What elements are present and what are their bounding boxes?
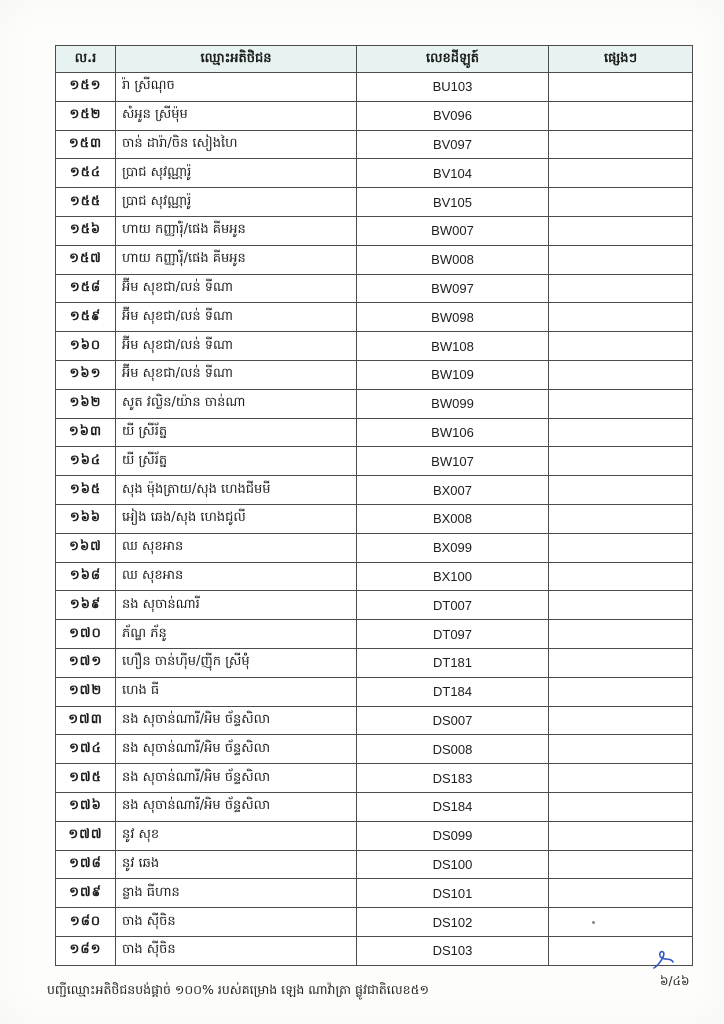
row-number-cell: ១៧៣: [56, 706, 116, 735]
customer-name-cell: ប្រាជ សុវណ្ណារ៉ូ: [116, 159, 357, 188]
remark-cell: [549, 188, 693, 217]
remark-cell: [549, 130, 693, 159]
customer-name-cell: រ៉ា ស្រីណុច: [116, 73, 357, 102]
customer-name-cell: ឈ សុខអាន: [116, 562, 357, 591]
remark-cell: [549, 648, 693, 677]
customer-name-cell: ចាង ស៊ីចិន: [116, 936, 357, 965]
customer-name-cell: សុង ម៉ុងត្រាយ/សុង ហេងជីមមី: [116, 476, 357, 505]
column-header-remarks: ផ្សេងៗ: [549, 46, 693, 73]
row-number-cell: ១៧៤: [56, 735, 116, 764]
lot-number-cell: BV104: [357, 159, 549, 188]
table-row: [56, 620, 693, 649]
row-number-cell: ១៨០: [56, 908, 116, 937]
table-row: [56, 735, 693, 764]
customer-name-cell: ហឿន ចាន់ហ៊ីម/ញ៉ីក ស្រីម៉ុំ: [116, 648, 357, 677]
customer-name-cell: ហាយ កញ្ញារ៉ុំ/ផេង គីមអូន: [116, 245, 357, 274]
row-number-cell: ១៦៥: [56, 476, 116, 505]
row-number-cell: ១៦១: [56, 360, 116, 389]
table-row: [56, 245, 693, 274]
row-number-cell: ១៧៨: [56, 850, 116, 879]
row-number-cell: ១៧៦: [56, 792, 116, 821]
lot-number-cell: DS007: [357, 706, 549, 735]
lot-number-cell: BW107: [357, 447, 549, 476]
remark-cell: [549, 706, 693, 735]
customer-name-cell: នង សុចាន់ណារី: [116, 591, 357, 620]
table-row: [56, 591, 693, 620]
remark-cell: [549, 504, 693, 533]
row-number-cell: ១៥៦: [56, 216, 116, 245]
table-row: [56, 332, 693, 361]
customer-name-cell: នង សុចាន់ណារី/អិម ច័ន្ទសិលា: [116, 764, 357, 793]
lot-number-cell: BW097: [357, 274, 549, 303]
table-row: [56, 188, 693, 217]
customer-name-cell: អៀង ឆេង/សុង ហេងជូលី: [116, 504, 357, 533]
row-number-cell: ១៦៧: [56, 533, 116, 562]
page-number: ៦/៤៦: [660, 974, 690, 988]
customer-name-cell: ចាន់ ដារ៉ា/ចិន សៀងហៃ: [116, 130, 357, 159]
table-row: [56, 447, 693, 476]
customer-name-cell: នង សុចាន់ណារី/អិម ច័ន្ទសិលា: [116, 792, 357, 821]
table-row: [56, 73, 693, 102]
remark-cell: [549, 533, 693, 562]
customer-name-cell: ចាង ស៊ីចិន: [116, 908, 357, 937]
row-number-cell: ១៦៤: [56, 447, 116, 476]
lot-number-cell: BV096: [357, 101, 549, 130]
row-number-cell: ១៥៤: [56, 159, 116, 188]
lot-number-cell: BW109: [357, 360, 549, 389]
table-header-row: [56, 46, 693, 73]
table-row: [56, 101, 693, 130]
lot-number-cell: DS102: [357, 908, 549, 937]
column-header-lot-number: លេខដីឡូត៍: [357, 46, 549, 73]
customer-name-cell: នូវ សុខ: [116, 821, 357, 850]
customer-name-cell: យី ស្រីរ័ត្ន: [116, 418, 357, 447]
table-row: [56, 360, 693, 389]
table-row: [56, 764, 693, 793]
remark-cell: [549, 764, 693, 793]
table-row: [56, 936, 693, 965]
table-row: [56, 792, 693, 821]
remark-cell: [549, 620, 693, 649]
customer-name-cell: សូត វល្លិន/យ៉ាន ចាន់ណា: [116, 389, 357, 418]
table-row: [56, 850, 693, 879]
remark-cell: [549, 245, 693, 274]
lot-number-cell: DS103: [357, 936, 549, 965]
lot-number-cell: BU103: [357, 73, 549, 102]
row-number-cell: ១៥១: [56, 73, 116, 102]
row-number-cell: ១៦០: [56, 332, 116, 361]
remark-cell: [549, 792, 693, 821]
lot-number-cell: DT007: [357, 591, 549, 620]
row-number-cell: ១៥៥: [56, 188, 116, 217]
column-header-number: ល.រ: [56, 46, 116, 73]
row-number-cell: ១៦៨: [56, 562, 116, 591]
row-number-cell: ១៧២: [56, 677, 116, 706]
lot-number-cell: BV105: [357, 188, 549, 217]
row-number-cell: ១៥២: [56, 101, 116, 130]
customer-name-cell: អ៊ីម សុខជា/លន់ ទីណា: [116, 303, 357, 332]
lot-number-cell: DT184: [357, 677, 549, 706]
customer-name-cell: អ៊ីម សុខជា/លន់ ទីណា: [116, 332, 357, 361]
remark-cell: [549, 303, 693, 332]
table-row: [56, 562, 693, 591]
table-row: [56, 533, 693, 562]
scan-artifact-dot: [592, 921, 595, 924]
table-row: [56, 677, 693, 706]
lot-number-cell: BX007: [357, 476, 549, 505]
customer-name-cell: ភ័ណ្ឌ ភ័នូ: [116, 620, 357, 649]
lot-number-cell: DT097: [357, 620, 549, 649]
customer-name-cell: ប្រាជ សុវណ្ណារ៉ូ: [116, 188, 357, 217]
table-row: [56, 504, 693, 533]
row-number-cell: ១៦៩: [56, 591, 116, 620]
row-number-cell: ១៥៩: [56, 303, 116, 332]
row-number-cell: ១៨១: [56, 936, 116, 965]
remark-cell: [549, 821, 693, 850]
customer-name-cell: ហេង ធី: [116, 677, 357, 706]
row-number-cell: ១៧៧: [56, 821, 116, 850]
row-number-cell: ១៦២: [56, 389, 116, 418]
remark-cell: [549, 908, 693, 937]
remark-cell: [549, 735, 693, 764]
table-row: [56, 130, 693, 159]
row-number-cell: ១៧៩: [56, 879, 116, 908]
table-row: [56, 274, 693, 303]
lot-number-cell: BX099: [357, 533, 549, 562]
table-row: [56, 389, 693, 418]
lot-number-cell: DS183: [357, 764, 549, 793]
table-row: [56, 476, 693, 505]
customer-name-cell: នូវ ឆេង: [116, 850, 357, 879]
row-number-cell: ១៧០: [56, 620, 116, 649]
row-number-cell: ១៦៦: [56, 504, 116, 533]
customer-name-cell: សំអូន ស្រីម៉ុម: [116, 101, 357, 130]
remark-cell: [549, 274, 693, 303]
table-row: [56, 303, 693, 332]
lot-number-cell: DT181: [357, 648, 549, 677]
customer-list-table: [55, 45, 693, 966]
remark-cell: [549, 73, 693, 102]
customer-name-cell: នង សុចាន់ណារី/អិម ច័ន្ទសិលា: [116, 735, 357, 764]
lot-number-cell: BX008: [357, 504, 549, 533]
remark-cell: [549, 216, 693, 245]
table-row: [56, 821, 693, 850]
remark-cell: [549, 677, 693, 706]
lot-number-cell: DS101: [357, 879, 549, 908]
customer-name-cell: យី ស្រីរ័ត្ន: [116, 447, 357, 476]
remark-cell: [549, 159, 693, 188]
lot-number-cell: DS184: [357, 792, 549, 821]
row-number-cell: ១៦៣: [56, 418, 116, 447]
customer-name-cell: ន្លាង ធីហាន: [116, 879, 357, 908]
lot-number-cell: BW099: [357, 389, 549, 418]
lot-number-cell: BW007: [357, 216, 549, 245]
customer-name-cell: អ៊ីម សុខជា/លន់ ទីណា: [116, 274, 357, 303]
remark-cell: [549, 879, 693, 908]
remark-cell: [549, 476, 693, 505]
customer-name-cell: អ៊ីម សុខជា/លន់ ទីណា: [116, 360, 357, 389]
remark-cell: [549, 562, 693, 591]
remark-cell: [549, 418, 693, 447]
customer-name-cell: នង សុចាន់ណារី/អិម ច័ន្ទសិលា: [116, 706, 357, 735]
row-number-cell: ១៧៥: [56, 764, 116, 793]
remark-cell: [549, 591, 693, 620]
remark-cell: [549, 389, 693, 418]
footer-caption: បញ្ជីឈ្មោះអតិថិជនបង់ផ្តាច់ ១០០% របស់គម្រោង ឡេង ណាវ៉ាត្រា ផ្លូវជាតិលេខ៥១: [47, 982, 429, 997]
remark-cell: [549, 101, 693, 130]
table-row: [56, 648, 693, 677]
lot-number-cell: BV097: [357, 130, 549, 159]
lot-number-cell: BW098: [357, 303, 549, 332]
row-number-cell: ១៥៨: [56, 274, 116, 303]
table-row: [56, 216, 693, 245]
table-row: [56, 879, 693, 908]
table-row: [56, 159, 693, 188]
table-row: [56, 706, 693, 735]
customer-name-cell: ឈ សុខអាន: [116, 533, 357, 562]
remark-cell: [549, 850, 693, 879]
column-header-customer-name: ឈ្មោះអតិថិជន: [116, 46, 357, 73]
lot-number-cell: BW106: [357, 418, 549, 447]
table-row: [56, 418, 693, 447]
remark-cell: [549, 447, 693, 476]
remark-cell: [549, 360, 693, 389]
row-number-cell: ១៥៣: [56, 130, 116, 159]
customer-table-body: [56, 73, 693, 966]
lot-number-cell: BW008: [357, 245, 549, 274]
row-number-cell: ១៧១: [56, 648, 116, 677]
pen-mark-icon: [650, 948, 676, 972]
lot-number-cell: BX100: [357, 562, 549, 591]
lot-number-cell: DS008: [357, 735, 549, 764]
lot-number-cell: DS100: [357, 850, 549, 879]
lot-number-cell: DS099: [357, 821, 549, 850]
remark-cell: [549, 332, 693, 361]
customer-name-cell: ហាយ កញ្ញារ៉ុំ/ផេង គីមអូន: [116, 216, 357, 245]
row-number-cell: ១៥៧: [56, 245, 116, 274]
table-row: [56, 908, 693, 937]
lot-number-cell: BW108: [357, 332, 549, 361]
